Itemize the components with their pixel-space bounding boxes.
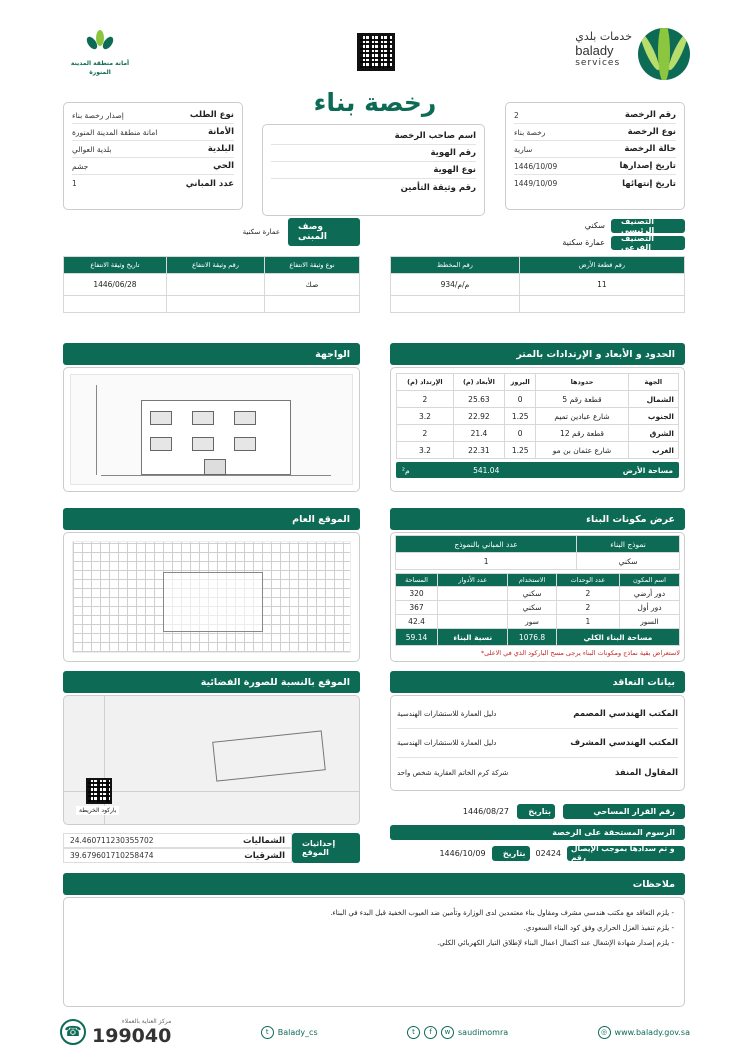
license-value: 1449/10/09 xyxy=(514,179,558,188)
total-area-label: مساحة البناء الكلي xyxy=(556,629,679,646)
bounds-header: البروز xyxy=(505,374,536,391)
owner-label: نوع الهوية xyxy=(433,165,476,175)
model-name: سكني xyxy=(577,553,680,570)
component-cell: دور أول xyxy=(619,601,679,615)
north-row xyxy=(63,833,292,848)
owner-row xyxy=(271,162,476,179)
contract-row xyxy=(397,700,678,729)
website-link[interactable] xyxy=(598,1026,690,1039)
direction-cell: الغرب xyxy=(628,442,678,459)
contract-label: المكتب الهندسي المشرف xyxy=(570,738,678,748)
receipt-number: 02424 xyxy=(535,848,561,858)
facade-sketch xyxy=(70,374,353,485)
blank-cell xyxy=(391,296,520,313)
bounds-cell: 2 xyxy=(397,425,454,442)
license-value: سارية xyxy=(514,144,533,154)
bounds-cell: 0 xyxy=(505,425,536,442)
building-desc-value: عمارة سكنية xyxy=(242,228,280,236)
component-cell: دور أرضي xyxy=(619,587,679,601)
request-value: إصدار رخصة بناء xyxy=(72,110,124,120)
paid-date: 1446/10/09 xyxy=(439,848,486,858)
contract-row xyxy=(397,729,678,758)
license-info-box xyxy=(505,102,685,210)
bounds-row xyxy=(397,391,679,408)
survey-label: رقم القرار المساحي xyxy=(563,804,685,819)
deed-number xyxy=(166,274,264,296)
bounds-cell: 25.63 xyxy=(453,391,504,408)
bounds-cell: 22.31 xyxy=(453,442,504,459)
building-desc xyxy=(210,218,360,246)
bounds-cell: شارع عثمان بن مو xyxy=(536,442,628,459)
direction-cell: الشرق xyxy=(628,425,678,442)
owner-row xyxy=(271,145,476,162)
request-label: البلدية xyxy=(207,144,234,154)
request-row xyxy=(72,158,234,175)
amana-leaf-icon xyxy=(87,30,113,56)
owner-label: رقم الهوية xyxy=(430,148,476,158)
license-value: 2 xyxy=(514,110,519,120)
balady-arabic-text: خدمات بلدي xyxy=(575,30,632,43)
component-cell xyxy=(438,587,508,601)
request-label: الأمانة xyxy=(207,127,234,137)
plot-header-plan: رقم المخطط xyxy=(391,257,520,274)
bounds-cell: شارع عبادين تميم xyxy=(536,408,628,425)
bounds-cell: 0 xyxy=(505,391,536,408)
component-cell xyxy=(438,601,508,615)
component-cell: 1 xyxy=(556,615,619,629)
license-row xyxy=(514,124,676,141)
bounds-title: الحدود و الأبعاد و الإرتدادات بالمتر xyxy=(390,343,685,365)
request-label: عدد المباني xyxy=(185,178,234,189)
east-value: 39.679601710258474 xyxy=(70,851,154,860)
general-site-title: الموقع العام xyxy=(63,508,360,530)
bounds-cell: 1.25 xyxy=(505,408,536,425)
twitter-handle[interactable] xyxy=(261,1026,318,1039)
bounds-cell: 3.2 xyxy=(397,408,454,425)
satellite-title: الموقع بالنسبة للصورة الفضائية xyxy=(63,671,360,693)
building-desc-label: وصف المبنى xyxy=(288,218,360,246)
bounds-header: الإرتداد (م) xyxy=(397,374,454,391)
facade-drawing xyxy=(63,367,360,492)
east-label: الشرقيات xyxy=(244,850,285,861)
balady-en-text: balady xyxy=(575,43,614,58)
facade-title: الواجهة xyxy=(63,343,360,365)
main-class-label: التصنيف الرئيسي xyxy=(611,219,685,233)
component-cell: 2 xyxy=(556,587,619,601)
fees-box xyxy=(390,803,685,867)
request-info-box xyxy=(63,102,243,210)
component-header: المساحة xyxy=(396,574,438,587)
request-value: 1 xyxy=(72,179,77,188)
call-center[interactable] xyxy=(60,1018,171,1047)
plot-header-number: رقم قطعة الأرض xyxy=(519,257,684,274)
component-cell: السور xyxy=(619,615,679,629)
note-item: - يلزم التعاقد مع مكتب هندسي مشرف ومقاول بناء معتمدين لدى الوزارة وتأمين ضد العيوب الخفية قبل البدء في البناء. xyxy=(330,909,674,917)
contract-title: بيانات التعاقد xyxy=(390,671,685,693)
license-row xyxy=(514,141,676,158)
plan-number: م/م/934 xyxy=(391,274,520,296)
owner-row xyxy=(271,179,476,196)
phone-icon: ☎ xyxy=(60,1019,86,1045)
request-value: بلدية العوالي xyxy=(72,144,112,154)
model-header: نموذج البناء xyxy=(577,536,680,553)
fees-label: الرسوم المستحقة على الرخصة xyxy=(390,825,685,840)
component-header: عدد الأدوار xyxy=(438,574,508,587)
survey-date-label: بتاريخ xyxy=(517,804,555,819)
land-area-value: 541.04 xyxy=(473,465,500,475)
amana-logo xyxy=(70,30,130,82)
contract-value: دليل العمارة للاستشارات الهندسية xyxy=(397,710,497,718)
component-row xyxy=(396,587,680,601)
north-value: 24.460711230355702 xyxy=(70,836,154,845)
sub-class-value: عمارة سكنية xyxy=(562,238,605,247)
coords-box xyxy=(63,833,360,863)
east-row xyxy=(63,848,292,863)
component-cell xyxy=(438,615,508,629)
components-box xyxy=(390,532,685,662)
paid-label: و تم سدادها بموجب الإيصال رقم xyxy=(567,846,685,861)
license-label: تاريخ إنتهائها xyxy=(622,178,676,189)
bounds-cell: 22.92 xyxy=(453,408,504,425)
twitter-icon: t xyxy=(407,1026,420,1039)
request-value: امانة منطقة المدينة المنورة xyxy=(72,127,158,137)
component-cell: 367 xyxy=(396,601,438,615)
note-item: - يلزم إصدار شهادة الإشغال عند اكتمال اعمال البناء لإطلاق التيار الكهربائي الكلي. xyxy=(437,939,674,947)
license-row xyxy=(514,158,676,175)
contract-value: شركة كرم الخاتم العقارية شخص واحد xyxy=(397,768,509,777)
bounds-cell: قطعة رقم 12 xyxy=(536,425,628,442)
bounds-row xyxy=(397,408,679,425)
balady-services-text: services xyxy=(575,58,621,68)
area-unit: م² xyxy=(402,465,410,475)
license-value: 1446/10/09 xyxy=(514,161,558,171)
general-site-drawing xyxy=(63,532,360,662)
bounds-cell: 1.25 xyxy=(505,442,536,459)
map-qr-code[interactable] xyxy=(86,778,112,804)
component-cell: سكني xyxy=(508,587,556,601)
blank-cell xyxy=(519,296,684,313)
bounds-cell: 3.2 xyxy=(397,442,454,459)
social-text: saudimomra xyxy=(458,1027,509,1037)
model-count: 1 xyxy=(396,553,577,570)
bounds-header: الجهة xyxy=(628,374,678,391)
footer xyxy=(60,1012,690,1052)
deed-table xyxy=(63,256,360,313)
deed-header-type: نوع وثيقة الانتفاع xyxy=(265,257,360,274)
model-count-header: عدد المباني بالنموذج xyxy=(396,536,577,553)
map-qr-label: باركود الخريطة xyxy=(76,806,119,815)
north-label: الشماليات xyxy=(242,835,285,846)
coords-title: إحداثيات الموقع xyxy=(292,833,360,863)
satellite-map xyxy=(63,695,360,825)
whatsapp-icon: w xyxy=(441,1026,454,1039)
page-title: رخصة بناء xyxy=(313,88,437,117)
notes-box xyxy=(63,897,685,1007)
contract-row xyxy=(397,758,678,787)
request-label: الحي xyxy=(213,161,234,171)
twitter-icon: t xyxy=(261,1026,274,1039)
bounds-box xyxy=(390,367,685,492)
balady-palm-icon xyxy=(638,28,690,80)
deed-date: 1446/06/28 xyxy=(64,274,167,296)
license-row xyxy=(514,175,676,192)
contract-label: المكتب الهندسي المصمم xyxy=(573,709,678,719)
bounds-header: حدودها xyxy=(536,374,628,391)
social-handle[interactable] xyxy=(407,1026,508,1039)
component-header: عدد الوحدات xyxy=(556,574,619,587)
bounds-cell: 21.4 xyxy=(453,425,504,442)
component-row xyxy=(396,601,680,615)
site-plan-sketch xyxy=(72,541,351,653)
classification-box xyxy=(505,218,685,250)
amana-logo-text: أمانة منطقة المدينة المنورة xyxy=(70,60,130,76)
sub-class-label: التصنيف الفرعي xyxy=(611,236,685,250)
call-label: مركز العناية بالعملاء xyxy=(121,1017,172,1025)
component-row xyxy=(396,615,680,629)
notes-title: ملاحظات xyxy=(63,873,685,895)
license-qr-code[interactable] xyxy=(357,33,395,71)
component-cell: 320 xyxy=(396,587,438,601)
component-cell: سور xyxy=(508,615,556,629)
build-ratio-value: 59.14 xyxy=(396,629,438,646)
main-class-value: سكني xyxy=(584,221,605,230)
web-icon: ◎ xyxy=(598,1026,611,1039)
component-cell: سكني xyxy=(508,601,556,615)
note-item: - يلزم تنفيذ العزل الحراري وفق كود البناء السعودي. xyxy=(523,924,674,932)
facebook-icon: f xyxy=(424,1026,437,1039)
component-header: الاستخدام xyxy=(508,574,556,587)
direction-cell: الشمال xyxy=(628,391,678,408)
license-label: تاريخ إصدارها xyxy=(619,161,676,171)
owner-row xyxy=(271,128,476,145)
license-label: نوع الرخصة xyxy=(627,127,676,137)
blank-cell xyxy=(64,296,167,313)
deed-type: صك xyxy=(265,274,360,296)
paid-date-label: بتاريخ xyxy=(492,846,530,861)
website-text: www.balady.gov.sa xyxy=(614,1027,690,1037)
survey-date: 1446/08/27 xyxy=(462,806,509,816)
request-row xyxy=(72,124,234,141)
license-label: رقم الرخصة xyxy=(624,110,676,120)
bounds-cell: 2 xyxy=(397,391,454,408)
plot-table xyxy=(390,256,685,313)
balady-logo xyxy=(565,26,690,84)
components-note: *لاستعراض بقية نماذج ومكونات البناء يرجى مسح الباركود الذي في الاعلى xyxy=(480,649,680,657)
license-row xyxy=(514,107,676,124)
request-label: نوع الطلب xyxy=(189,110,234,120)
bounds-row xyxy=(397,442,679,459)
build-ratio-label: نسبة البناء xyxy=(438,629,508,646)
request-row xyxy=(72,141,234,158)
deed-header-date: تاريخ وثيقة الانتفاع xyxy=(64,257,167,274)
components-title: عرض مكونات البناء xyxy=(390,508,685,530)
contract-value: دليل العمارة للاستشارات الهندسية xyxy=(397,739,497,747)
twitter-text: Balady_cs xyxy=(277,1027,318,1037)
owner-label: رقم وثيقة التأمين xyxy=(400,182,476,193)
license-label: حالة الرخصة xyxy=(624,144,676,154)
component-cell: 42.4 xyxy=(396,615,438,629)
direction-cell: الجنوب xyxy=(628,408,678,425)
total-area-value: 1076.8 xyxy=(508,629,556,646)
contract-box xyxy=(390,695,685,791)
license-value: رخصة بناء xyxy=(514,127,546,137)
blank-cell xyxy=(166,296,264,313)
component-cell: 2 xyxy=(556,601,619,615)
component-header: اسم المكون xyxy=(619,574,679,587)
land-area-label: مساحة الأرض xyxy=(622,465,673,475)
owner-label: اسم صاحب الرخصة xyxy=(394,131,476,141)
bounds-cell: قطعة رقم 5 xyxy=(536,391,628,408)
request-row xyxy=(72,107,234,124)
owner-info-box xyxy=(262,124,485,216)
blank-cell xyxy=(265,296,360,313)
plot-number: 11 xyxy=(519,274,684,296)
contract-label: المقاول المنفذ xyxy=(614,767,678,778)
phone-number: 199040 xyxy=(92,1024,172,1047)
bounds-header: الأبعاد (م) xyxy=(453,374,504,391)
bounds-row xyxy=(397,425,679,442)
request-row xyxy=(72,175,234,192)
request-value: جشم xyxy=(72,161,89,171)
deed-header-number: رقم وثيقة الانتفاع xyxy=(166,257,264,274)
